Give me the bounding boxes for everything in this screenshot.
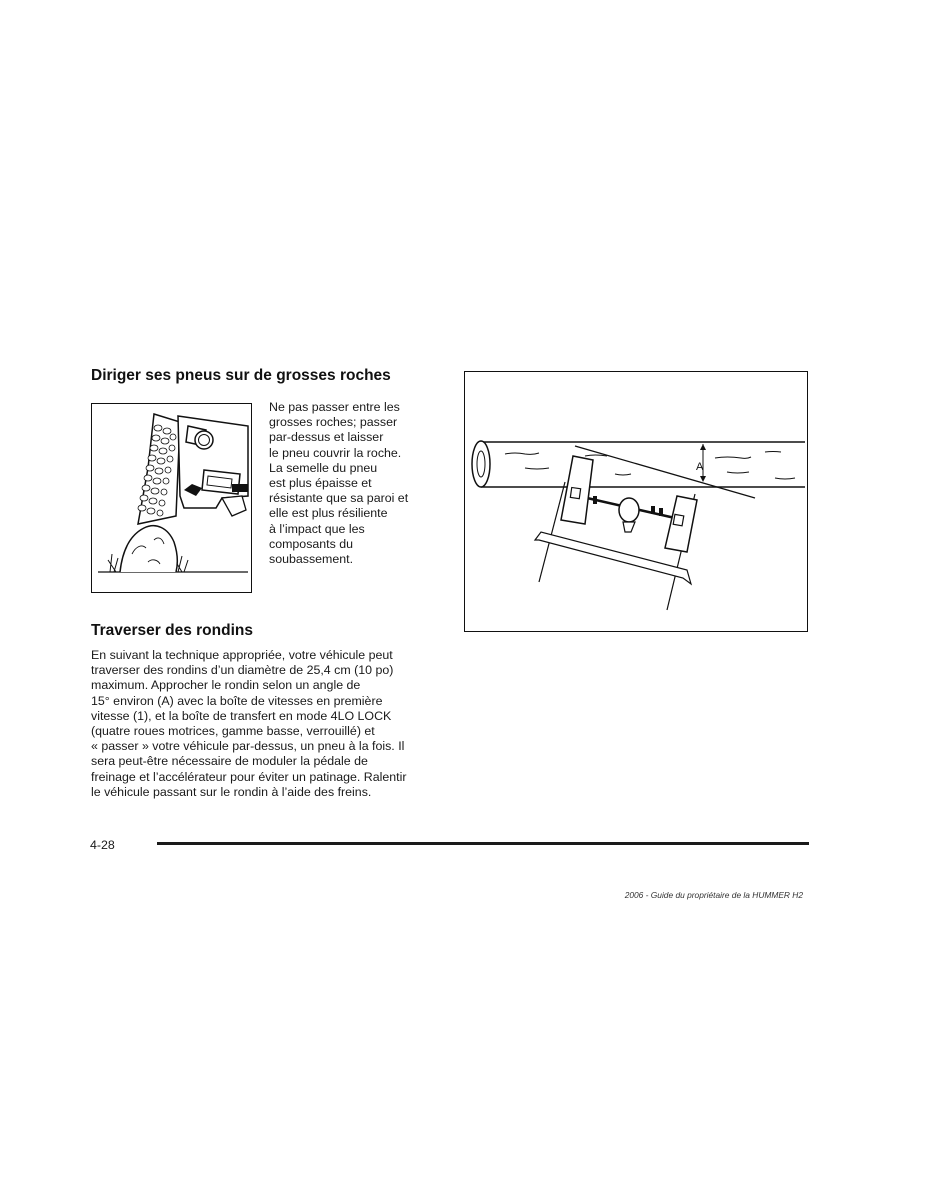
section-title-rocks: Diriger ses pneus sur de grosses roches (91, 367, 391, 384)
vehicle-crossing-log-icon (465, 372, 808, 632)
text-line: maximum. Approcher le rondin selon un angle de (91, 678, 361, 693)
text-line: Ne pas passer entre les (269, 400, 400, 414)
text-line: vitesse (1), et la boîte de transfert en mode 4LO LOCK (91, 708, 392, 723)
rocks-instructions (269, 400, 408, 567)
angle-label-a: A (696, 461, 704, 473)
text-line: La semelle du pneu (269, 460, 378, 475)
log-crossing-figure (464, 371, 808, 632)
text-line: le pneu couvrir la roche. (269, 445, 402, 460)
text-line: soubassement. (269, 552, 354, 567)
text-line: freinage et l’accélérateur pour éviter un patinage. Ralentir (91, 769, 407, 784)
text-line: à l’impact que les (269, 521, 365, 536)
text-line: grosses roches; passer (269, 415, 398, 430)
tire-on-rock-figure (91, 403, 252, 593)
section-title-logs: Traverser des rondins (91, 622, 253, 639)
page-number: 4-28 (90, 838, 115, 852)
logs-instructions (91, 648, 406, 800)
text-line: traverser des rondins d’un diamètre de 25,4 cm (10 po) (91, 663, 394, 678)
text-line: En suivant la technique appropriée, votre véhicule peut (91, 648, 393, 662)
text-line: composants du (269, 536, 354, 551)
footer-rule (157, 842, 809, 845)
text-line: est plus épaisse et (269, 476, 372, 491)
text-line: sera peut-être nécessaire de moduler la pédale de (91, 754, 368, 769)
text-line: résistante que sa paroi et (269, 491, 409, 506)
text-line: elle est plus résiliente (269, 506, 388, 521)
text-line: par-dessus et laisser (269, 430, 384, 445)
text-line: le véhicule passant sur le rondin à l’aide des freins. (91, 784, 372, 799)
text-line: « passer » votre véhicule par-dessus, un pneu à la fois. Il (91, 739, 405, 754)
text-line: (quatre roues motrices, gamme basse, verrouillé) et (91, 724, 375, 739)
text-line: 15° environ (A) avec la boîte de vitesses en première (91, 693, 383, 708)
footer-note: 2006 - Guide du propriétaire de la HUMMER H2 (624, 890, 803, 900)
tire-on-rock-icon (92, 404, 252, 593)
